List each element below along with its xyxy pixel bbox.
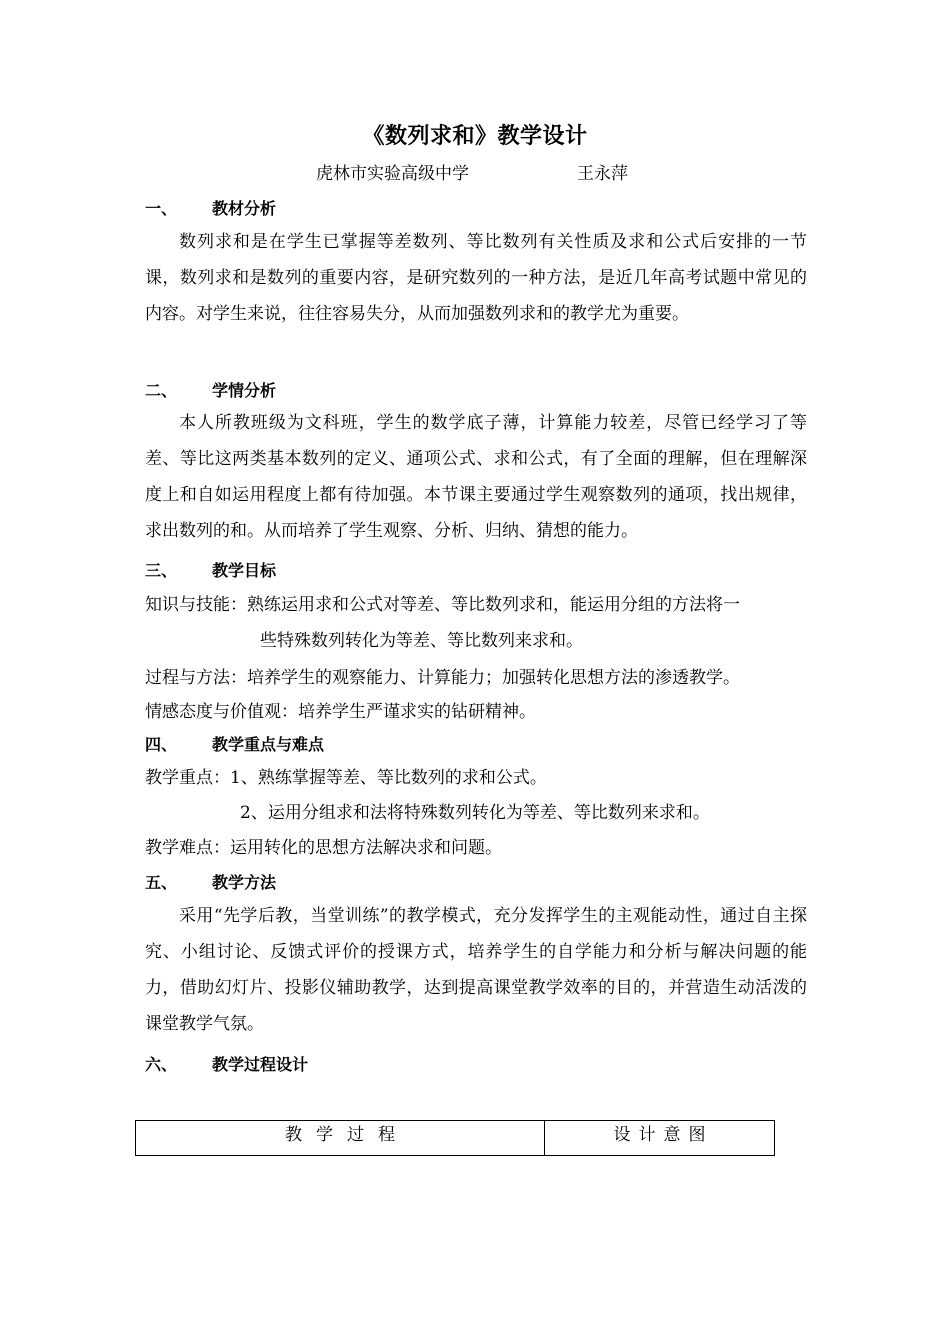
section-body-2: 本人所教班级为文科班，学生的数学底子薄，计算能力较差，尽管已经学习了等差、等比这两类基本数列的定义、通项公式、求和公式，有了全面的理解，但在理解深度上和自如运用程度上都有待加强。本节课主要通过学生观察数列的通项，找出规律，求出数列的和。从而培养了学生观察、分析、归纳、猜想的能力。	[145, 413, 807, 541]
objective-line: 情感态度与价值观：培养学生严谨求实的钻研精神。	[145, 702, 536, 722]
author-name: 王永萍	[577, 164, 628, 184]
key-point-line: 教学重点：1、熟练掌握等差、等比数列的求和公式。	[145, 768, 547, 788]
section-title: 学情分析	[212, 381, 277, 400]
section-title: 教学目标	[212, 561, 277, 580]
section-title: 教材分析	[212, 199, 277, 218]
section-number: 六、	[145, 1055, 178, 1074]
section-number: 三、	[145, 561, 178, 580]
section-body-5: 采用“先学后教，当堂训练”的教学模式，充分发挥学生的主观能动性，通过自主探究、小组讨论、反馈式评价的授课方式，培养学生的自学能力和分析与解决问题的能力，借助幻灯片、投影仪辅助教学，达到提高课堂教学效率的目的，并营造生动活泼的课堂教学气氛。	[145, 906, 807, 1034]
section-number: 一、	[145, 199, 178, 218]
section-body-1: 数列求和是在学生已掌握等差数列、等比数列有关性质及求和公式后安排的一节课，数列求和是数列的重要内容，是研究数列的一种方法，是近几年高考试题中常见的内容。对学生来说，往往容易失分，从而加强数列求和的教学尤为重要。	[145, 232, 807, 324]
section-title: 教学重点与难点	[212, 735, 325, 754]
table-header-intent: 设计意图	[613, 1125, 714, 1145]
section-title: 教学过程设计	[212, 1055, 309, 1074]
section-title: 教学方法	[212, 873, 277, 892]
objective-line: 知识与技能：熟练运用求和公式对等差、等比数列求和，能运用分组的方法将一	[145, 595, 740, 615]
objective-line: 过程与方法：培养学生的观察能力、计算能力；加强转化思想方法的渗透教学。	[145, 668, 740, 688]
process-table	[135, 1120, 775, 1156]
author-school: 虎林市实验高级中学	[316, 164, 469, 184]
difficulty-line: 教学难点：运用转化的思想方法解决求和问题。	[145, 838, 502, 858]
objective-line: 些特殊数列转化为等差、等比数列来求和。	[260, 631, 583, 651]
section-number: 二、	[145, 381, 178, 400]
document-title: 《数列求和》教学设计	[362, 124, 588, 149]
table-header-process: 教学过程	[136, 1121, 545, 1155]
key-point-line: 2、运用分组求和法将特殊数列转化为等差、等比数列来求和。	[240, 803, 710, 823]
section-number: 五、	[145, 873, 178, 892]
author-line	[0, 160, 950, 188]
section-number: 四、	[145, 735, 178, 754]
